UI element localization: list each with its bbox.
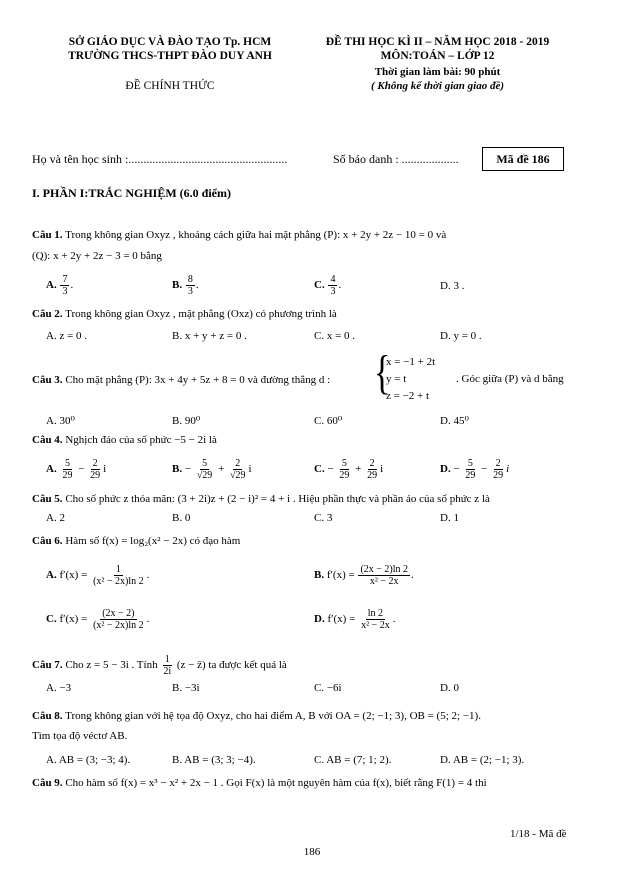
exam-title: ĐỀ THI HỌC KÌ II – NĂM HỌC 2018 - 2019 <box>325 36 550 48</box>
question-number: Câu 6. <box>32 535 63 547</box>
question-1-cont <box>32 249 594 263</box>
time-note: ( Không kể thời gian giao đề) <box>370 80 505 92</box>
option-d[interactable]: D. AB = (2; −1; 3). <box>440 754 525 766</box>
question-4 <box>32 433 594 447</box>
line-system <box>386 354 435 405</box>
student-name-line: Họ và tên học sinh :..................................................... <box>32 152 288 166</box>
question-text-end: . Góc giữa (P) và d bằng <box>456 373 564 385</box>
dept-name: SỞ GIÁO DỤC VÀ ĐÀO TẠO Tp. HCM <box>68 36 272 48</box>
official-label: ĐỀ CHÍNH THỨC <box>125 80 215 92</box>
option-a[interactable]: A. −3 <box>46 682 72 694</box>
option-d[interactable]: D. f′(x) = $\frac{\ln 2}{\text{x² − 2x}}$ . <box>314 608 396 631</box>
question-text: Cho hàm số f(x) = x³ − x² + 2x − 1 . Gọi F(x) là một nguyên hàm của f(x), biết rằng F(1) = 4 thì <box>65 777 487 789</box>
question-1 <box>32 228 594 242</box>
system-eq-1: x = −1 + 2t <box>386 356 436 368</box>
question-text: Trong không gian với hệ tọa độ Oxyz, cho hai điểm A, B với OA = (2; −1; 3), OB = (5; 2; −1). <box>65 710 481 722</box>
school-name: TRƯỜNG THCS-THPT ĐÀO DUY ANH <box>68 50 272 62</box>
option-c[interactable]: C. 3 <box>314 512 333 524</box>
option-a[interactable]: A. 2 <box>46 512 65 524</box>
question-8-cont <box>32 729 594 743</box>
option-b[interactable]: B. $\frac{8}{3}$ . <box>172 274 199 297</box>
question-text: (Q): x + 2y + 2z − 3 = 0 bằng <box>32 250 162 262</box>
option-c[interactable]: C. − $\frac{5}{29}$ + $\frac{2}{29}$ i <box>314 458 384 481</box>
q3-options <box>32 414 594 430</box>
option-d[interactable]: D. 1 <box>440 512 459 524</box>
option-d[interactable]: D. 45⁰ <box>440 415 469 427</box>
option-d[interactable]: D. 3 . <box>440 280 465 292</box>
question-text: Tìm tọa độ véctơ AB. <box>32 730 128 742</box>
question-number: Câu 2. <box>32 308 63 320</box>
exam-code-box: Mã đề 186 <box>482 147 564 171</box>
option-a[interactable]: A. z = 0 . <box>46 330 88 342</box>
question-text: Cho z = 5 − 3i . Tính <box>65 659 158 672</box>
option-b[interactable]: B. − $\frac{5}{√29}$ + $\frac{2}{√29}$ i <box>172 458 252 481</box>
question-text: Hàm số f(x) = log₂(x² − 2x) có đạo hàm <box>65 535 241 547</box>
question-number: Câu 7. <box>32 659 63 672</box>
option-a[interactable]: A. $\frac{7}{3}$ . <box>46 274 74 297</box>
q2-options <box>32 330 594 346</box>
system-brace: { <box>374 347 391 399</box>
exam-time: Thời gian làm bài: 90 phút <box>374 66 501 78</box>
option-b[interactable]: B. x + y + z = 0 . <box>172 330 247 342</box>
option-a[interactable]: A. 30⁰ <box>46 415 75 427</box>
question-text: Cho mặt phẳng (P): 3x + 4y + 5z + 8 = 0 và đường thẳng d : <box>65 374 331 386</box>
option-a[interactable]: A. f′(x) = $\frac{1}{\text{(x² − 2x)ln 2}}$ . <box>46 564 150 587</box>
q7-options <box>32 682 594 698</box>
question-2 <box>32 307 594 321</box>
option-c[interactable]: C. x = 0 . <box>314 330 356 342</box>
q4-options <box>32 452 594 486</box>
q8-options <box>32 754 594 770</box>
q5-options <box>32 512 594 528</box>
option-b[interactable]: B. AB = (3; 3; −4). <box>172 754 256 766</box>
question-number: Câu 4. <box>32 434 63 446</box>
option-c[interactable]: C. $\frac{4}{3}$ . <box>314 274 342 297</box>
footer-code: 186 <box>303 846 321 858</box>
q6-options-cd <box>32 604 594 636</box>
system-eq-3: z = −2 + t <box>386 390 430 402</box>
question-text: Trong không gian Oxyz , khoảng cách giữa hai mặt phẳng (P): x + 2y + 2z − 10 = 0 và <box>65 229 447 241</box>
question-text: Trong không gian Oxyz , mặt phẳng (Oxz) có phương trình là <box>65 308 337 320</box>
page-info: 1/18 - Mã đề <box>510 828 567 840</box>
option-c[interactable]: C. AB = (7; 1; 2). <box>314 754 392 766</box>
option-a[interactable]: A. $\frac{5}{29}$ − $\frac{2}{29}$ i <box>46 458 107 481</box>
option-a[interactable]: A. AB = (3; −3; 4). <box>46 754 131 766</box>
option-d[interactable]: D. y = 0 . <box>440 330 482 342</box>
system-eq-2: y = t <box>386 373 407 385</box>
question-text: Cho số phức z thỏa mãn: (3 + 2i)z + (2 − i)² = 4 + i . Hiệu phần thực và phần ảo của số phức z là <box>65 493 490 505</box>
option-c[interactable]: C. f′(x) = $\frac{(2x - 2)}{\text{(x² − 2x)ln 2}}$ . <box>46 608 150 631</box>
question-text: Nghịch đảo của số phức −5 − 2i là <box>65 434 217 446</box>
option-c[interactable]: C. 60⁰ <box>314 415 343 427</box>
question-5 <box>32 492 594 506</box>
question-number: Câu 3. <box>32 374 63 386</box>
student-id-line: Số báo danh : ................... <box>333 152 459 166</box>
question-number: Câu 9. <box>32 777 63 789</box>
question-8 <box>32 709 594 723</box>
option-d[interactable]: D. 0 <box>440 682 459 694</box>
option-b[interactable]: B. f′(x) = $\frac{(2x - 2)\ln 2}{\text{x² − 2x}}$ . <box>314 564 414 587</box>
option-b[interactable]: B. −3i <box>172 682 200 694</box>
question-number: Câu 1. <box>32 229 63 241</box>
question-number: Câu 5. <box>32 493 63 505</box>
section-title: I. PHẦN I:TRẮC NGHIỆM (6.0 điểm) <box>32 186 231 200</box>
q1-options <box>32 270 594 300</box>
subject: MÔN:TOÁN – LỚP 12 <box>380 50 495 62</box>
option-b[interactable]: B. 0 <box>172 512 191 524</box>
option-c[interactable]: C. −6i <box>314 682 342 694</box>
question-7: Câu 7. Cho z = 5 − 3i . Tính $\frac{1}{2i}$ (z − z̄) ta được kết quả là <box>32 654 287 677</box>
question-9 <box>32 776 594 790</box>
question-6 <box>32 534 594 548</box>
q6-options-ab <box>32 560 594 592</box>
option-b[interactable]: B. 90⁰ <box>172 415 201 427</box>
option-d[interactable]: D. − $\frac{5}{29}$ − $\frac{2}{29}$ i <box>440 458 510 481</box>
question-text-end: (z − z̄) ta được kết quả là <box>176 659 287 672</box>
question-number: Câu 8. <box>32 710 63 722</box>
